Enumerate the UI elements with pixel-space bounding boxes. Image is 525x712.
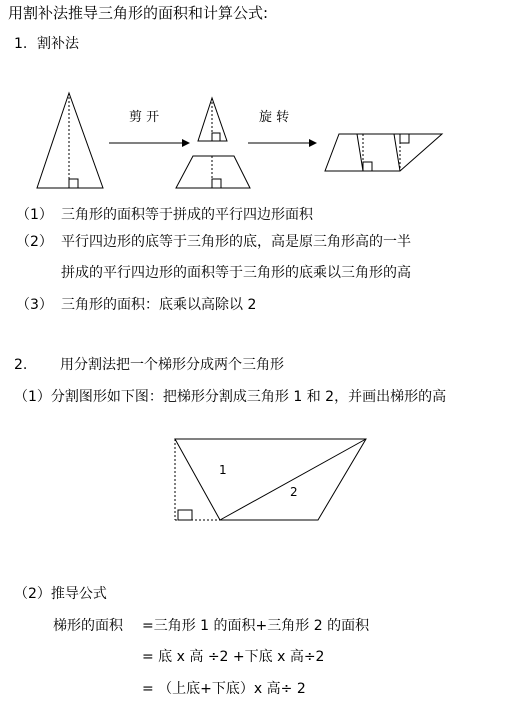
formula-line-3: = （上底+下底）x 高÷ 2 bbox=[142, 681, 306, 697]
section2-number: 2. bbox=[14, 357, 28, 373]
cut-label: 剪 开 bbox=[129, 110, 160, 125]
section2-step1: （1）分割图形如下图：把梯形分割成三角形 1 和 2，并画出梯形的高 bbox=[14, 389, 447, 405]
trapezoid-diagonal bbox=[220, 439, 366, 520]
trapezoid bbox=[175, 439, 366, 520]
page-heading: 用割补法推导三角形的面积和计算公式: bbox=[8, 4, 269, 22]
item-3-text: 三角形的面积：底乘以高除以 2 bbox=[61, 297, 257, 313]
item-2-number: （2） bbox=[16, 234, 53, 250]
height-right-angle-mark bbox=[178, 510, 192, 520]
section2-step2: （2）推导公式 bbox=[14, 586, 107, 602]
item-2-continuation: 拼成的平行四边形的面积等于三角形的底乘以三角形的高 bbox=[61, 265, 411, 281]
section1-number: 1. bbox=[14, 36, 28, 52]
triangle-1-label: 1 bbox=[219, 463, 227, 477]
item-1-text: 三角形的面积等于拼成的平行四边形面积 bbox=[61, 207, 313, 223]
section1-title: 割补法 bbox=[37, 36, 79, 52]
formula-lhs: 梯形的面积 bbox=[53, 618, 123, 634]
section2-title: 用分割法把一个梯形分成两个三角形 bbox=[60, 357, 284, 373]
item-3-number: （3） bbox=[16, 297, 53, 313]
rotate-label: 旋 转 bbox=[259, 110, 290, 125]
formula-line-2: = 底 x 高 ÷2 +下底 x 高÷2 bbox=[142, 649, 325, 665]
triangle-2-label: 2 bbox=[290, 485, 298, 499]
item-2-text: 平行四边形的底等于三角形的底，高是原三角形高的一半 bbox=[61, 234, 411, 250]
item-1-number: （1） bbox=[16, 207, 53, 223]
formula-line-1: =三角形 1 的面积+三角形 2 的面积 bbox=[142, 618, 370, 634]
